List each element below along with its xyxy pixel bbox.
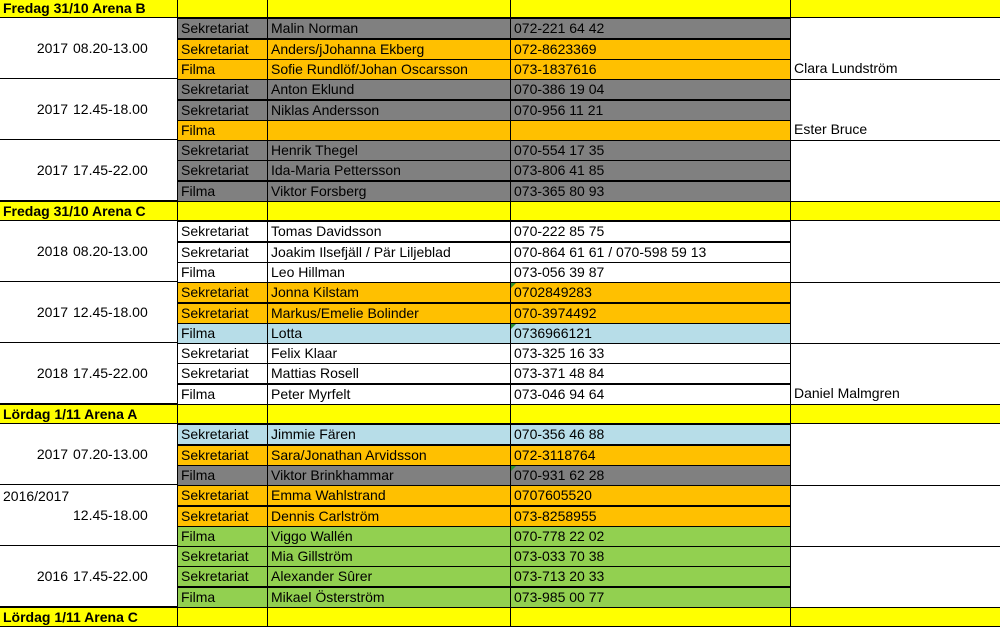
role-cell: Sekretariat xyxy=(177,424,268,445)
phone-cell: 070-222 85 75 xyxy=(510,221,791,242)
section-header-cell xyxy=(177,0,267,18)
year-cell: 2016/2017 xyxy=(0,485,70,546)
section-header-cell xyxy=(790,0,1000,18)
section-header: Fredag 31/10 Arena C xyxy=(0,201,177,221)
section-header-cell xyxy=(790,404,1000,424)
section-header-cell xyxy=(177,607,267,627)
role-cell: Sekretariat xyxy=(177,343,268,364)
extra-cell xyxy=(790,587,1000,608)
role-cell: Sekretariat xyxy=(177,221,268,242)
extra-cell xyxy=(790,262,1000,283)
year-cell: 2017 xyxy=(0,79,70,140)
phone-cell: 0736966121 xyxy=(510,323,791,344)
role-cell: Sekretariat xyxy=(177,282,268,303)
phone-cell xyxy=(510,120,791,141)
section-header-cell xyxy=(267,404,510,424)
extra-cell xyxy=(790,242,1000,263)
name-cell: Mikael Österström xyxy=(267,587,511,608)
role-cell: Sekretariat xyxy=(177,363,268,384)
phone-cell: 072-221 64 42 xyxy=(510,18,791,39)
name-cell: Felix Klaar xyxy=(267,343,511,364)
name-cell: Emma Wahlstrand xyxy=(267,485,511,506)
phone-cell: 070-554 17 35 xyxy=(510,140,791,161)
role-cell: Sekretariat xyxy=(177,160,268,181)
year-cell: 2017 xyxy=(0,18,70,79)
role-cell: Sekretariat xyxy=(177,140,268,161)
section-header-cell xyxy=(790,201,1000,221)
name-cell: Ida-Maria Pettersson xyxy=(267,160,511,181)
phone-cell: 073-046 94 64 xyxy=(510,384,791,405)
phone-cell: 070-778 22 02 xyxy=(510,526,791,547)
extra-cell xyxy=(790,282,1000,303)
extra-cell xyxy=(790,221,1000,242)
role-cell: Filma xyxy=(177,465,268,486)
section-header-cell xyxy=(267,201,510,221)
time-cell: 08.20-13.00 xyxy=(70,18,177,79)
name-cell: Anton Eklund xyxy=(267,79,511,100)
role-cell: Filma xyxy=(177,323,268,344)
role-cell: Sekretariat xyxy=(177,303,268,324)
phone-cell: 073-985 00 77 xyxy=(510,587,791,608)
name-cell: Sara/Jonathan Arvidsson xyxy=(267,445,511,466)
name-cell: Tomas Davidsson xyxy=(267,221,511,242)
name-cell: Anders/jJohanna Ekberg xyxy=(267,39,511,60)
extra-cell xyxy=(790,18,1000,39)
section-header-cell xyxy=(510,607,790,627)
role-cell: Filma xyxy=(177,587,268,608)
extra-cell xyxy=(790,323,1000,344)
section-header-cell xyxy=(267,0,510,18)
name-cell xyxy=(267,120,511,141)
phone-cell: 070-386 19 04 xyxy=(510,79,791,100)
extra-cell: Daniel Malmgren xyxy=(790,384,1000,405)
extra-cell xyxy=(790,445,1000,466)
role-cell: Sekretariat xyxy=(177,546,268,567)
extra-cell xyxy=(790,526,1000,547)
year-cell: 2016 xyxy=(0,546,70,607)
name-cell: Niklas Andersson xyxy=(267,100,511,121)
phone-cell: 073-371 48 84 xyxy=(510,363,791,384)
section-header-cell xyxy=(177,201,267,221)
name-cell: Alexander Sûrer xyxy=(267,566,511,587)
extra-cell xyxy=(790,181,1000,202)
phone-cell: 070-356 46 88 xyxy=(510,424,791,445)
role-cell: Sekretariat xyxy=(177,79,268,100)
year-cell: 2017 xyxy=(0,282,70,343)
phone-cell: 073-365 80 93 xyxy=(510,181,791,202)
year-cell: 2018 xyxy=(0,221,70,282)
extra-cell xyxy=(790,363,1000,384)
extra-cell xyxy=(790,140,1000,161)
role-cell: Sekretariat xyxy=(177,566,268,587)
extra-cell xyxy=(790,546,1000,567)
name-cell: Henrik Thegel xyxy=(267,140,511,161)
phone-cell: 073-8258955 xyxy=(510,506,791,527)
role-cell: Sekretariat xyxy=(177,485,268,506)
role-cell: Sekretariat xyxy=(177,18,268,39)
time-cell: 12.45-18.00 xyxy=(70,485,177,546)
time-cell: 07.20-13.00 xyxy=(70,424,177,485)
role-cell: Sekretariat xyxy=(177,100,268,121)
role-cell: Sekretariat xyxy=(177,39,268,60)
name-cell: Viktor Brinkhammar xyxy=(267,465,511,486)
role-cell: Sekretariat xyxy=(177,242,268,263)
name-cell: Jonna Kilstam xyxy=(267,282,511,303)
section-header: Fredag 31/10 Arena B xyxy=(0,0,177,18)
phone-cell: 073-056 39 87 xyxy=(510,262,791,283)
name-cell: Jimmie Fären xyxy=(267,424,511,445)
phone-cell: 070-3974492 xyxy=(510,303,791,324)
name-cell: Sofie Rundlöf/Johan Oscarsson xyxy=(267,59,511,80)
time-cell: 12.45-18.00 xyxy=(70,79,177,140)
time-cell: 12.45-18.00 xyxy=(70,282,177,343)
role-cell: Filma xyxy=(177,181,268,202)
phone-cell: 070-931 62 28 xyxy=(510,465,791,486)
phone-cell: 072-3118764 xyxy=(510,445,791,466)
extra-cell xyxy=(790,566,1000,587)
role-cell: Sekretariat xyxy=(177,506,268,527)
extra-cell xyxy=(790,465,1000,486)
name-cell: Joakim Ilsefjäll / Pär Liljeblad xyxy=(267,242,511,263)
role-cell: Filma xyxy=(177,120,268,141)
extra-cell xyxy=(790,424,1000,445)
extra-cell: Ester Bruce xyxy=(790,120,1000,141)
name-cell: Viktor Forsberg xyxy=(267,181,511,202)
time-cell: 08.20-13.00 xyxy=(70,221,177,282)
name-cell: Dennis Carlström xyxy=(267,506,511,527)
phone-cell: 073-1837616 xyxy=(510,59,791,80)
extra-cell xyxy=(790,506,1000,527)
phone-cell: 073-806 41 85 xyxy=(510,160,791,181)
time-cell: 17.45-22.00 xyxy=(70,546,177,607)
phone-cell: 072-8623369 xyxy=(510,39,791,60)
section-header-cell xyxy=(267,607,510,627)
name-cell: Markus/Emelie Bolinder xyxy=(267,303,511,324)
extra-cell: Clara Lundström xyxy=(790,59,1000,80)
phone-cell: 070-864 61 61 / 070-598 59 13 xyxy=(510,242,791,263)
year-cell: 2018 xyxy=(0,343,70,404)
section-header-cell xyxy=(510,404,790,424)
phone-cell: 073-033 70 38 xyxy=(510,546,791,567)
time-cell: 17.45-22.00 xyxy=(70,140,177,201)
name-cell: Lotta xyxy=(267,323,511,344)
role-cell: Sekretariat xyxy=(177,445,268,466)
time-cell: 17.45-22.00 xyxy=(70,343,177,404)
name-cell: Malin Norman xyxy=(267,18,511,39)
phone-cell: 070-956 11 21 xyxy=(510,100,791,121)
phone-cell: 0707605520 xyxy=(510,485,791,506)
section-header-cell xyxy=(510,0,790,18)
name-cell: Mattias Rosell xyxy=(267,363,511,384)
name-cell: Mia Gillström xyxy=(267,546,511,567)
extra-cell xyxy=(790,485,1000,506)
extra-cell xyxy=(790,39,1000,60)
section-header-cell xyxy=(510,201,790,221)
section-header: Lördag 1/11 Arena C xyxy=(0,607,177,627)
extra-cell xyxy=(790,343,1000,364)
phone-cell: 073-325 16 33 xyxy=(510,343,791,364)
phone-cell: 073-713 20 33 xyxy=(510,566,791,587)
role-cell: Filma xyxy=(177,262,268,283)
phone-cell: 0702849283 xyxy=(510,282,791,303)
role-cell: Filma xyxy=(177,59,268,80)
role-cell: Filma xyxy=(177,384,268,405)
extra-cell xyxy=(790,160,1000,181)
name-cell: Peter Myrfelt xyxy=(267,384,511,405)
name-cell: Viggo Wallén xyxy=(267,526,511,547)
section-header-cell xyxy=(177,404,267,424)
extra-cell xyxy=(790,79,1000,100)
year-cell: 2017 xyxy=(0,424,70,485)
extra-cell xyxy=(790,303,1000,324)
role-cell: Filma xyxy=(177,526,268,547)
section-header-cell xyxy=(790,607,1000,627)
extra-cell xyxy=(790,100,1000,121)
year-cell: 2017 xyxy=(0,140,70,201)
name-cell: Leo Hillman xyxy=(267,262,511,283)
section-header: Lördag 1/11 Arena A xyxy=(0,404,177,424)
